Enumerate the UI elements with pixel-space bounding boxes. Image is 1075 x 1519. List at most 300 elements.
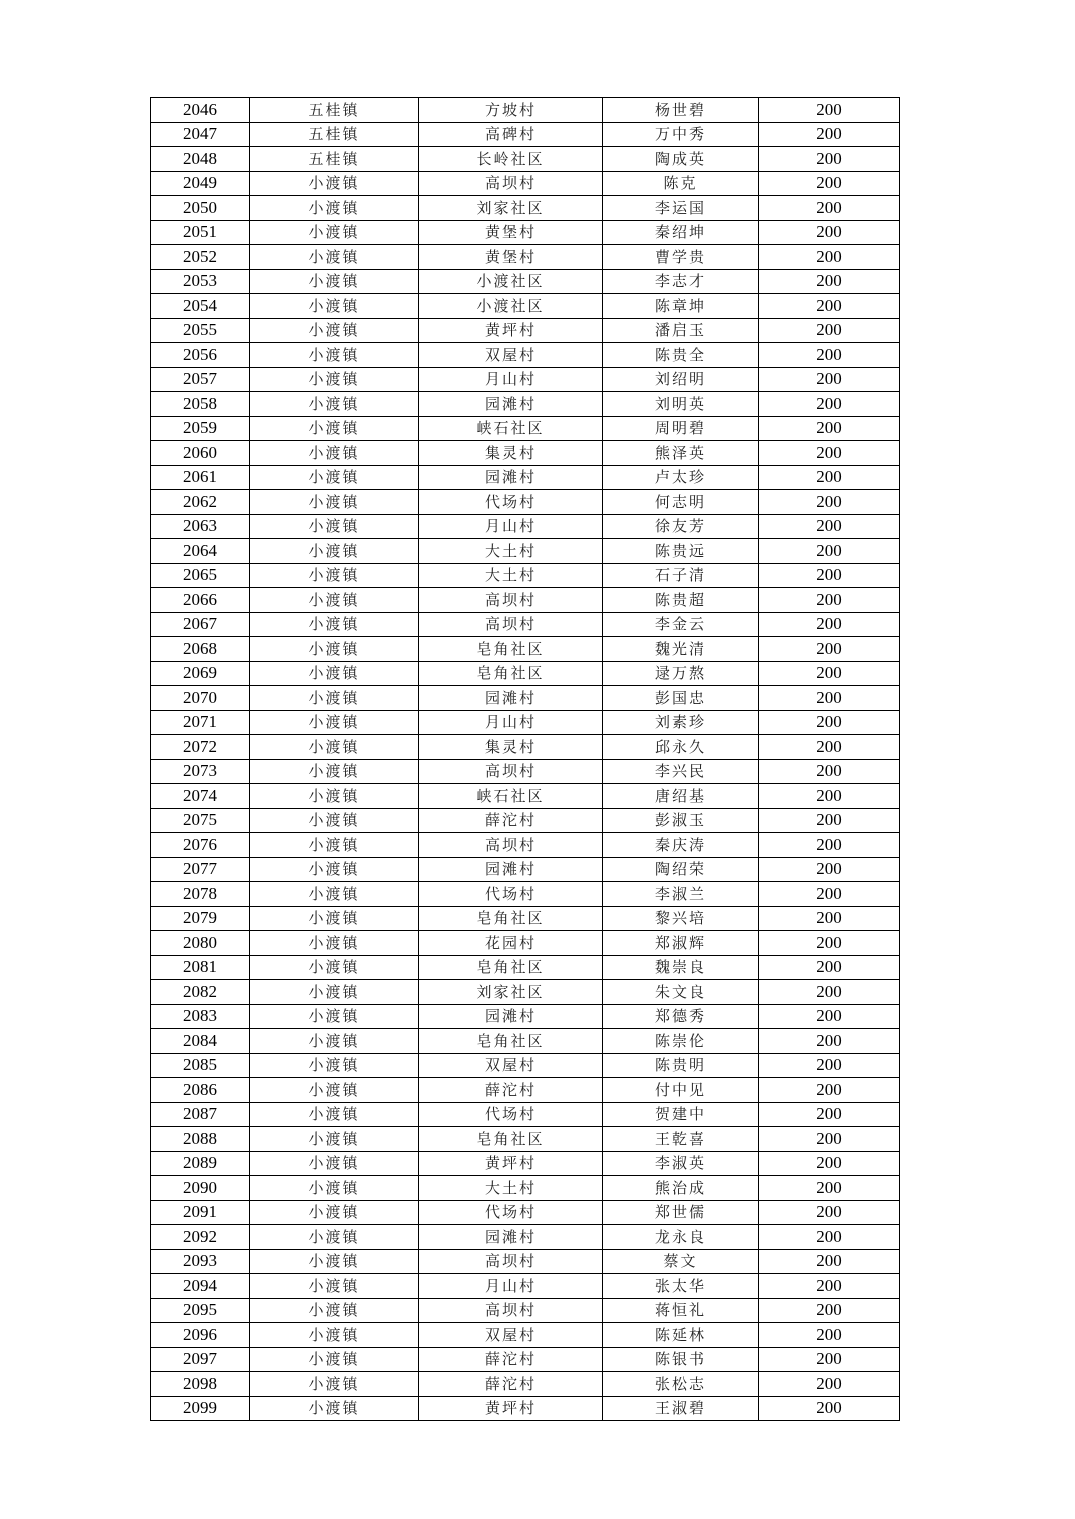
name-cell: 熊治成	[603, 1176, 759, 1201]
serial-number-cell: 2062	[151, 490, 250, 515]
name-cell: 魏光清	[603, 637, 759, 662]
name-cell: 刘明英	[603, 392, 759, 417]
town-cell: 五桂镇	[250, 98, 419, 123]
table-row	[151, 686, 900, 711]
serial-number-cell: 2055	[151, 318, 250, 343]
town-cell: 小渡镇	[250, 735, 419, 760]
village-cell: 皂角社区	[419, 906, 603, 931]
village-cell: 大土村	[419, 1176, 603, 1201]
table-row	[151, 759, 900, 784]
village-cell: 皂角社区	[419, 637, 603, 662]
amount-cell: 200	[759, 343, 900, 368]
town-cell: 小渡镇	[250, 563, 419, 588]
serial-number-cell: 2050	[151, 196, 250, 221]
table-row	[151, 735, 900, 760]
table-row	[151, 343, 900, 368]
village-cell: 双屋村	[419, 1053, 603, 1078]
village-cell: 双屋村	[419, 343, 603, 368]
serial-number-cell: 2076	[151, 833, 250, 858]
name-cell: 陶成英	[603, 147, 759, 172]
table-row	[151, 514, 900, 539]
name-cell: 何志明	[603, 490, 759, 515]
serial-number-cell: 2083	[151, 1004, 250, 1029]
table-row	[151, 1298, 900, 1323]
town-cell: 小渡镇	[250, 1102, 419, 1127]
town-cell: 小渡镇	[250, 465, 419, 490]
amount-cell: 200	[759, 1078, 900, 1103]
village-cell: 花园村	[419, 931, 603, 956]
serial-number-cell: 2056	[151, 343, 250, 368]
serial-number-cell: 2097	[151, 1347, 250, 1372]
town-cell: 小渡镇	[250, 220, 419, 245]
table-row	[151, 416, 900, 441]
name-cell: 张松志	[603, 1372, 759, 1397]
amount-cell: 200	[759, 1176, 900, 1201]
name-cell: 李淑兰	[603, 882, 759, 907]
amount-cell: 200	[759, 710, 900, 735]
serial-number-cell: 2057	[151, 367, 250, 392]
table-row	[151, 588, 900, 613]
village-cell: 月山村	[419, 1274, 603, 1299]
village-cell: 代场村	[419, 1102, 603, 1127]
table-row	[151, 906, 900, 931]
serial-number-cell: 2087	[151, 1102, 250, 1127]
name-cell: 杨世碧	[603, 98, 759, 123]
village-cell: 月山村	[419, 710, 603, 735]
amount-cell: 200	[759, 612, 900, 637]
name-cell: 郑世儒	[603, 1200, 759, 1225]
name-cell: 付中见	[603, 1078, 759, 1103]
table-row	[151, 710, 900, 735]
subsidy-list-table	[150, 97, 900, 1421]
village-cell: 皂角社区	[419, 1127, 603, 1152]
name-cell: 魏崇良	[603, 955, 759, 980]
table-row	[151, 147, 900, 172]
amount-cell: 200	[759, 1053, 900, 1078]
town-cell: 小渡镇	[250, 1200, 419, 1225]
town-cell: 小渡镇	[250, 245, 419, 270]
town-cell: 小渡镇	[250, 171, 419, 196]
village-cell: 高碑村	[419, 122, 603, 147]
table-row	[151, 122, 900, 147]
amount-cell: 200	[759, 269, 900, 294]
serial-number-cell: 2052	[151, 245, 250, 270]
serial-number-cell: 2067	[151, 612, 250, 637]
name-cell: 彭国忠	[603, 686, 759, 711]
serial-number-cell: 2048	[151, 147, 250, 172]
table-row	[151, 955, 900, 980]
town-cell: 小渡镇	[250, 588, 419, 613]
village-cell: 大土村	[419, 539, 603, 564]
table-row	[151, 1151, 900, 1176]
village-cell: 代场村	[419, 490, 603, 515]
name-cell: 逯万熬	[603, 661, 759, 686]
amount-cell: 200	[759, 1347, 900, 1372]
serial-number-cell: 2094	[151, 1274, 250, 1299]
town-cell: 小渡镇	[250, 1151, 419, 1176]
amount-cell: 200	[759, 735, 900, 760]
amount-cell: 200	[759, 122, 900, 147]
serial-number-cell: 2095	[151, 1298, 250, 1323]
amount-cell: 200	[759, 196, 900, 221]
village-cell: 长岭社区	[419, 147, 603, 172]
town-cell: 小渡镇	[250, 539, 419, 564]
village-cell: 小渡社区	[419, 269, 603, 294]
amount-cell: 200	[759, 539, 900, 564]
name-cell: 秦绍坤	[603, 220, 759, 245]
table-row	[151, 1102, 900, 1127]
amount-cell: 200	[759, 686, 900, 711]
village-cell: 高坝村	[419, 1298, 603, 1323]
table-row	[151, 245, 900, 270]
amount-cell: 200	[759, 1200, 900, 1225]
serial-number-cell: 2088	[151, 1127, 250, 1152]
table-row	[151, 1274, 900, 1299]
serial-number-cell: 2093	[151, 1249, 250, 1274]
town-cell: 小渡镇	[250, 294, 419, 319]
name-cell: 陈章坤	[603, 294, 759, 319]
amount-cell: 200	[759, 1323, 900, 1348]
table-row	[151, 931, 900, 956]
village-cell: 黄坪村	[419, 318, 603, 343]
town-cell: 小渡镇	[250, 833, 419, 858]
village-cell: 园滩村	[419, 686, 603, 711]
village-cell: 月山村	[419, 514, 603, 539]
amount-cell: 200	[759, 1151, 900, 1176]
village-cell: 园滩村	[419, 857, 603, 882]
village-cell: 高坝村	[419, 1249, 603, 1274]
serial-number-cell: 2081	[151, 955, 250, 980]
village-cell: 黄坪村	[419, 1151, 603, 1176]
village-cell: 方坡村	[419, 98, 603, 123]
name-cell: 蔡文	[603, 1249, 759, 1274]
serial-number-cell: 2060	[151, 441, 250, 466]
village-cell: 薛沱村	[419, 1347, 603, 1372]
amount-cell: 200	[759, 808, 900, 833]
table-row	[151, 1396, 900, 1421]
name-cell: 陈贵全	[603, 343, 759, 368]
town-cell: 小渡镇	[250, 759, 419, 784]
village-cell: 代场村	[419, 1200, 603, 1225]
name-cell: 蒋恒礼	[603, 1298, 759, 1323]
name-cell: 王淑碧	[603, 1396, 759, 1421]
town-cell: 小渡镇	[250, 1053, 419, 1078]
town-cell: 小渡镇	[250, 980, 419, 1005]
name-cell: 刘素珍	[603, 710, 759, 735]
amount-cell: 200	[759, 1372, 900, 1397]
serial-number-cell: 2051	[151, 220, 250, 245]
amount-cell: 200	[759, 1298, 900, 1323]
table-row	[151, 1372, 900, 1397]
name-cell: 李淑英	[603, 1151, 759, 1176]
table-row	[151, 1127, 900, 1152]
serial-number-cell: 2091	[151, 1200, 250, 1225]
village-cell: 园滩村	[419, 1004, 603, 1029]
village-cell: 小渡社区	[419, 294, 603, 319]
serial-number-cell: 2058	[151, 392, 250, 417]
table-row	[151, 1347, 900, 1372]
name-cell: 万中秀	[603, 122, 759, 147]
town-cell: 小渡镇	[250, 392, 419, 417]
table-row	[151, 1029, 900, 1054]
serial-number-cell: 2063	[151, 514, 250, 539]
serial-number-cell: 2071	[151, 710, 250, 735]
table-row	[151, 465, 900, 490]
village-cell: 高坝村	[419, 588, 603, 613]
name-cell: 徐友芳	[603, 514, 759, 539]
name-cell: 陈崇伦	[603, 1029, 759, 1054]
village-cell: 月山村	[419, 367, 603, 392]
serial-number-cell: 2069	[151, 661, 250, 686]
amount-cell: 200	[759, 416, 900, 441]
village-cell: 大土村	[419, 563, 603, 588]
table-row	[151, 612, 900, 637]
table-row	[151, 784, 900, 809]
town-cell: 小渡镇	[250, 612, 419, 637]
name-cell: 朱文良	[603, 980, 759, 1005]
amount-cell: 200	[759, 661, 900, 686]
town-cell: 小渡镇	[250, 955, 419, 980]
amount-cell: 200	[759, 882, 900, 907]
town-cell: 小渡镇	[250, 1347, 419, 1372]
town-cell: 五桂镇	[250, 122, 419, 147]
amount-cell: 200	[759, 171, 900, 196]
table-row	[151, 318, 900, 343]
town-cell: 小渡镇	[250, 661, 419, 686]
amount-cell: 200	[759, 1249, 900, 1274]
village-cell: 高坝村	[419, 171, 603, 196]
village-cell: 园滩村	[419, 1225, 603, 1250]
village-cell: 薛沱村	[419, 808, 603, 833]
town-cell: 小渡镇	[250, 1274, 419, 1299]
table-body	[151, 98, 900, 1421]
town-cell: 小渡镇	[250, 1396, 419, 1421]
town-cell: 五桂镇	[250, 147, 419, 172]
serial-number-cell: 2096	[151, 1323, 250, 1348]
town-cell: 小渡镇	[250, 1249, 419, 1274]
town-cell: 小渡镇	[250, 906, 419, 931]
serial-number-cell: 2066	[151, 588, 250, 613]
amount-cell: 200	[759, 294, 900, 319]
table-row	[151, 1200, 900, 1225]
serial-number-cell: 2092	[151, 1225, 250, 1250]
table-row	[151, 980, 900, 1005]
serial-number-cell: 2086	[151, 1078, 250, 1103]
serial-number-cell: 2098	[151, 1372, 250, 1397]
amount-cell: 200	[759, 784, 900, 809]
amount-cell: 200	[759, 1396, 900, 1421]
serial-number-cell: 2068	[151, 637, 250, 662]
town-cell: 小渡镇	[250, 367, 419, 392]
name-cell: 郑淑辉	[603, 931, 759, 956]
village-cell: 双屋村	[419, 1323, 603, 1348]
amount-cell: 200	[759, 1127, 900, 1152]
serial-number-cell: 2089	[151, 1151, 250, 1176]
name-cell: 龙永良	[603, 1225, 759, 1250]
amount-cell: 200	[759, 1102, 900, 1127]
serial-number-cell: 2053	[151, 269, 250, 294]
amount-cell: 200	[759, 931, 900, 956]
amount-cell: 200	[759, 588, 900, 613]
town-cell: 小渡镇	[250, 269, 419, 294]
table-row	[151, 857, 900, 882]
name-cell: 陈银书	[603, 1347, 759, 1372]
table-row	[151, 882, 900, 907]
amount-cell: 200	[759, 906, 900, 931]
name-cell: 陈贵明	[603, 1053, 759, 1078]
name-cell: 秦庆涛	[603, 833, 759, 858]
name-cell: 陶绍荣	[603, 857, 759, 882]
serial-number-cell: 2046	[151, 98, 250, 123]
town-cell: 小渡镇	[250, 441, 419, 466]
table-row	[151, 637, 900, 662]
table-row	[151, 392, 900, 417]
town-cell: 小渡镇	[250, 1029, 419, 1054]
town-cell: 小渡镇	[250, 1127, 419, 1152]
village-cell: 黄坪村	[419, 1396, 603, 1421]
table-row	[151, 1053, 900, 1078]
amount-cell: 200	[759, 147, 900, 172]
name-cell: 张太华	[603, 1274, 759, 1299]
name-cell: 潘启玉	[603, 318, 759, 343]
amount-cell: 200	[759, 980, 900, 1005]
town-cell: 小渡镇	[250, 1004, 419, 1029]
table-row	[151, 367, 900, 392]
name-cell: 郑德秀	[603, 1004, 759, 1029]
name-cell: 李金云	[603, 612, 759, 637]
name-cell: 唐绍基	[603, 784, 759, 809]
village-cell: 薛沱村	[419, 1372, 603, 1397]
serial-number-cell: 2078	[151, 882, 250, 907]
table-row	[151, 1004, 900, 1029]
serial-number-cell: 2059	[151, 416, 250, 441]
table-row	[151, 808, 900, 833]
table-row	[151, 1323, 900, 1348]
amount-cell: 200	[759, 759, 900, 784]
name-cell: 曹学贵	[603, 245, 759, 270]
table-row	[151, 1176, 900, 1201]
town-cell: 小渡镇	[250, 857, 419, 882]
name-cell: 周明碧	[603, 416, 759, 441]
serial-number-cell: 2064	[151, 539, 250, 564]
table-row	[151, 661, 900, 686]
name-cell: 贺建中	[603, 1102, 759, 1127]
amount-cell: 200	[759, 857, 900, 882]
name-cell: 刘绍明	[603, 367, 759, 392]
village-cell: 皂角社区	[419, 661, 603, 686]
town-cell: 小渡镇	[250, 490, 419, 515]
table-row	[151, 171, 900, 196]
name-cell: 陈延林	[603, 1323, 759, 1348]
name-cell: 黎兴培	[603, 906, 759, 931]
town-cell: 小渡镇	[250, 318, 419, 343]
amount-cell: 200	[759, 367, 900, 392]
amount-cell: 200	[759, 1004, 900, 1029]
name-cell: 邱永久	[603, 735, 759, 760]
serial-number-cell: 2079	[151, 906, 250, 931]
serial-number-cell: 2070	[151, 686, 250, 711]
serial-number-cell: 2054	[151, 294, 250, 319]
table-row	[151, 490, 900, 515]
name-cell: 卢太珍	[603, 465, 759, 490]
name-cell: 陈克	[603, 171, 759, 196]
table-row	[151, 269, 900, 294]
name-cell: 李兴民	[603, 759, 759, 784]
town-cell: 小渡镇	[250, 931, 419, 956]
name-cell: 李志才	[603, 269, 759, 294]
village-cell: 薛沱村	[419, 1078, 603, 1103]
village-cell: 皂角社区	[419, 955, 603, 980]
amount-cell: 200	[759, 1029, 900, 1054]
amount-cell: 200	[759, 637, 900, 662]
serial-number-cell: 2099	[151, 1396, 250, 1421]
table-row	[151, 1249, 900, 1274]
village-cell: 峡石社区	[419, 416, 603, 441]
name-cell: 熊泽英	[603, 441, 759, 466]
table-row	[151, 294, 900, 319]
village-cell: 刘家社区	[419, 980, 603, 1005]
village-cell: 峡石社区	[419, 784, 603, 809]
name-cell: 陈贵远	[603, 539, 759, 564]
serial-number-cell: 2061	[151, 465, 250, 490]
name-cell: 石子清	[603, 563, 759, 588]
town-cell: 小渡镇	[250, 784, 419, 809]
village-cell: 集灵村	[419, 441, 603, 466]
table-row	[151, 98, 900, 123]
town-cell: 小渡镇	[250, 1176, 419, 1201]
village-cell: 黄堡村	[419, 245, 603, 270]
table-row	[151, 833, 900, 858]
serial-number-cell: 2073	[151, 759, 250, 784]
table-row	[151, 196, 900, 221]
serial-number-cell: 2075	[151, 808, 250, 833]
serial-number-cell: 2072	[151, 735, 250, 760]
serial-number-cell: 2082	[151, 980, 250, 1005]
serial-number-cell: 2074	[151, 784, 250, 809]
serial-number-cell: 2090	[151, 1176, 250, 1201]
amount-cell: 200	[759, 490, 900, 515]
village-cell: 园滩村	[419, 392, 603, 417]
town-cell: 小渡镇	[250, 686, 419, 711]
amount-cell: 200	[759, 392, 900, 417]
serial-number-cell: 2065	[151, 563, 250, 588]
town-cell: 小渡镇	[250, 1078, 419, 1103]
table-row	[151, 1225, 900, 1250]
village-cell: 园滩村	[419, 465, 603, 490]
name-cell: 李运国	[603, 196, 759, 221]
town-cell: 小渡镇	[250, 1372, 419, 1397]
table-row	[151, 1078, 900, 1103]
name-cell: 陈贵超	[603, 588, 759, 613]
town-cell: 小渡镇	[250, 710, 419, 735]
amount-cell: 200	[759, 318, 900, 343]
town-cell: 小渡镇	[250, 637, 419, 662]
village-cell: 集灵村	[419, 735, 603, 760]
amount-cell: 200	[759, 1274, 900, 1299]
town-cell: 小渡镇	[250, 808, 419, 833]
amount-cell: 200	[759, 465, 900, 490]
village-cell: 皂角社区	[419, 1029, 603, 1054]
name-cell: 王乾喜	[603, 1127, 759, 1152]
table-row	[151, 539, 900, 564]
amount-cell: 200	[759, 514, 900, 539]
table-row	[151, 441, 900, 466]
amount-cell: 200	[759, 245, 900, 270]
serial-number-cell: 2047	[151, 122, 250, 147]
town-cell: 小渡镇	[250, 1225, 419, 1250]
town-cell: 小渡镇	[250, 343, 419, 368]
town-cell: 小渡镇	[250, 196, 419, 221]
